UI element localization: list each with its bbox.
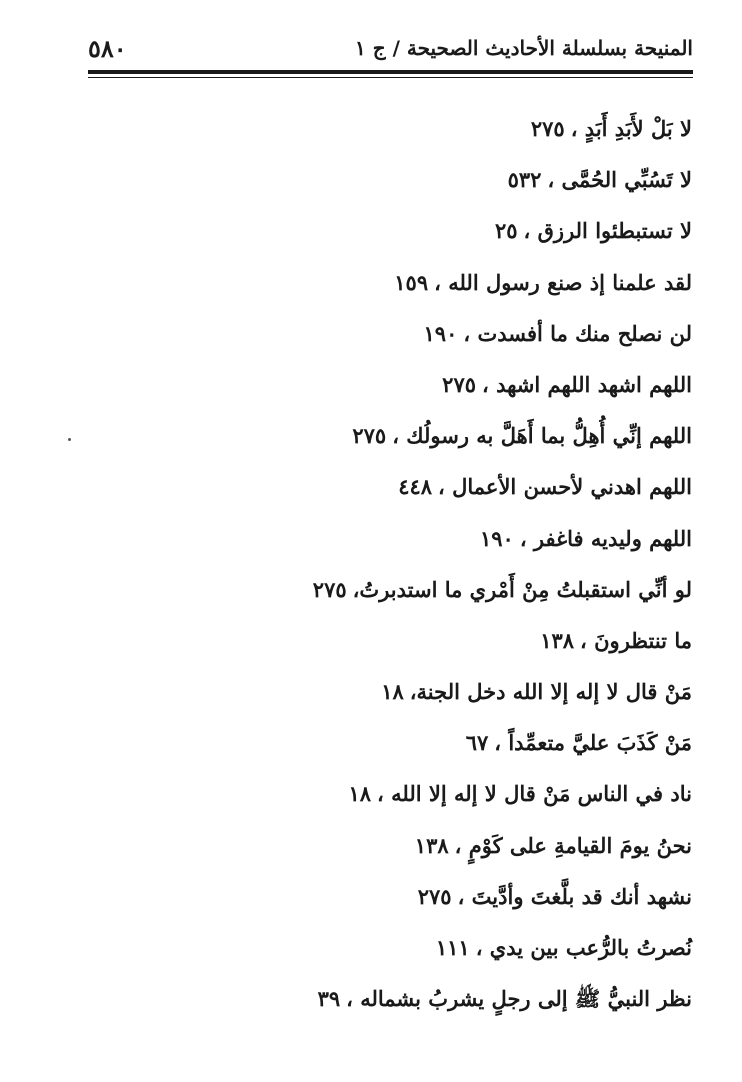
entry-page-ref: ٥٣٢ <box>507 167 542 193</box>
entry-page-ref: ٤٤٨ <box>398 474 433 500</box>
index-entry <box>92 820 692 871</box>
entry-page-ref: ١٥٩ <box>394 269 429 295</box>
index-entry <box>92 871 692 922</box>
entry-text: لا بَلْ لأَبَدِ أَبَدٍ ، <box>570 116 692 141</box>
entry-text: نشهد أنك قد بلَّغتَ وأدَّيتَ ، <box>457 883 692 909</box>
entry-page-ref: ١١١ <box>435 935 470 960</box>
page-header <box>88 30 693 66</box>
index-entry <box>92 922 692 973</box>
entry-page-ref: ١٨ <box>381 679 404 705</box>
entry-page-ref: ٢٧٥ <box>312 576 347 602</box>
entry-page-ref: ٣٩ <box>317 986 341 1012</box>
entry-text: اللهم اشهد اللهم اشهد ، <box>482 371 692 397</box>
page-number: ٥٨٠ <box>88 33 127 63</box>
entry-text: ما تنتظرونَ ، <box>580 627 692 653</box>
index-entry <box>92 973 692 1024</box>
entry-text: لن نصلح منك ما أفسدت ، <box>463 320 692 346</box>
index-entry <box>92 615 692 666</box>
entry-page-ref: ١٣٨ <box>414 832 449 858</box>
entry-text: مَنْ كَذَبَ عليَّ متعمِّداً ، <box>494 730 692 756</box>
entry-page-ref: ١٣٨ <box>540 627 575 653</box>
entry-text: اللهم إنِّي أُهِلُّ بما أَهَلَّ به رسولُك ، <box>392 423 692 449</box>
running-title: المنيحة بسلسلة الأحاديث الصحيحة / ج ١ <box>355 36 693 60</box>
index-entry <box>92 666 692 717</box>
entry-text: اللهم وليديه فاغفر ، <box>519 525 692 551</box>
entry-text: مَنْ قال لا إله إلا الله دخل الجنة، <box>409 679 692 705</box>
entry-page-ref: ٢٧٥ <box>352 423 387 449</box>
entry-page-ref: ١٩٠ <box>479 525 514 551</box>
entry-text: اللهم اهدني لأحسن الأعمال ، <box>438 474 692 500</box>
entry-page-ref: ٦٧ <box>465 730 489 756</box>
entry-text: نحنُ يومَ القيامةِ على كَوْمٍ ، <box>454 832 692 858</box>
entry-text: لو أنِّي استقبلتُ مِنْ أَمْري ما استدبرتُ، <box>352 576 692 602</box>
index-entry <box>92 359 692 410</box>
index-entry <box>92 768 692 819</box>
index-entry <box>92 717 692 768</box>
index-entry <box>92 513 692 564</box>
header-rule-thin <box>88 77 693 78</box>
entry-page-ref: ١٨ <box>348 781 372 807</box>
index-entry <box>92 103 692 154</box>
index-entry <box>92 205 692 256</box>
index-entry <box>92 154 692 205</box>
entry-text: لا تَسُبِّي الحُمَّى ، <box>547 167 692 193</box>
index-entry <box>92 308 692 359</box>
entry-page-ref: ١٩٠ <box>423 320 458 346</box>
hadith-index-list <box>92 103 692 1024</box>
entry-page-ref: ٢٧٥ <box>442 371 477 397</box>
scan-speck <box>68 438 71 441</box>
entry-page-ref: ٢٧٥ <box>417 883 452 909</box>
index-entry <box>92 461 692 512</box>
index-entry <box>92 564 692 615</box>
entry-text: نظر النبيُّ ﷺ إلى رجلٍ يشربُ بشماله ، <box>346 986 692 1012</box>
entry-text: لا تستبطئوا الرزق ، <box>523 218 692 244</box>
entry-text: نُصرتُ بالرُّعب بين يدي ، <box>475 935 692 960</box>
index-entry <box>92 410 692 461</box>
entry-text: ناد في الناس مَنْ قال لا إله إلا الله ، <box>377 781 692 807</box>
index-entry <box>92 257 692 308</box>
entry-page-ref: ٢٥ <box>494 218 518 244</box>
entry-page-ref: ٢٧٥ <box>530 116 565 141</box>
entry-text: لقد علمنا إذ صنع رسول الله ، <box>434 269 692 295</box>
header-rule-thick <box>88 70 693 74</box>
